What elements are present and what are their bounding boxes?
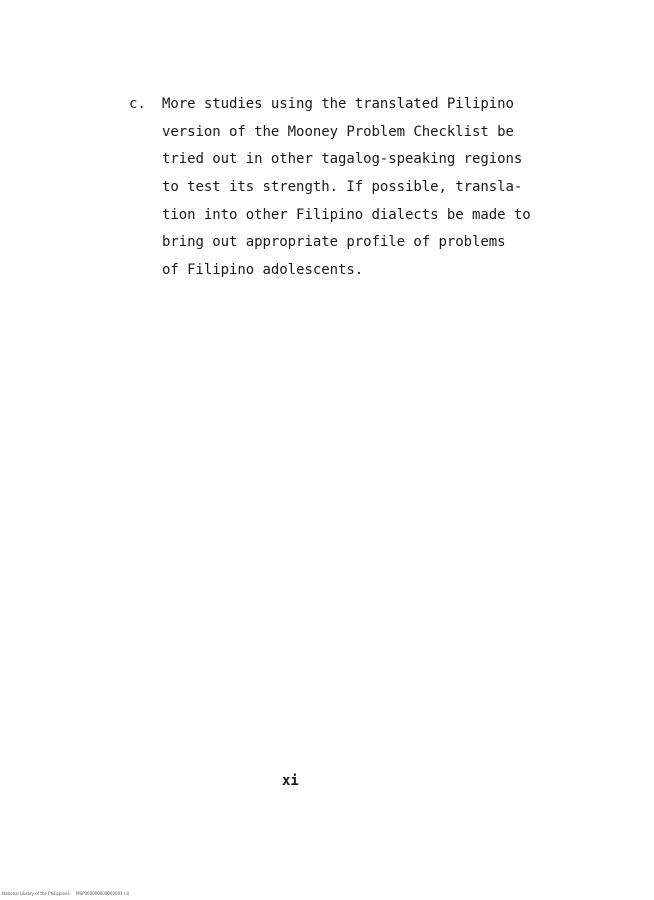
footer-code: MSP000000000000001 (ii) — [76, 891, 130, 896]
paragraph-line: version of the Mooney Problem Checklist be — [162, 123, 514, 140]
paragraph-line: tried out in other tagalog-speaking regions — [162, 151, 523, 168]
scan-footer — [2, 891, 129, 896]
paragraph-line: bring out appropriate profile of problems — [162, 234, 506, 251]
paragraph-line: tion into other Filipino dialects be made to — [162, 206, 531, 223]
paragraph-line: of Filipino adolescents. — [162, 262, 364, 279]
paragraph-line: to test its strength. If possible, transla- — [162, 179, 523, 196]
page-number: xi — [282, 773, 299, 789]
recommendation-paragraph — [162, 95, 562, 289]
paragraph-line: More studies using the translated Pilipino — [162, 96, 514, 112]
footer-library: National Library of the Philippines — [2, 891, 70, 896]
list-item-marker: c. — [129, 96, 146, 112]
